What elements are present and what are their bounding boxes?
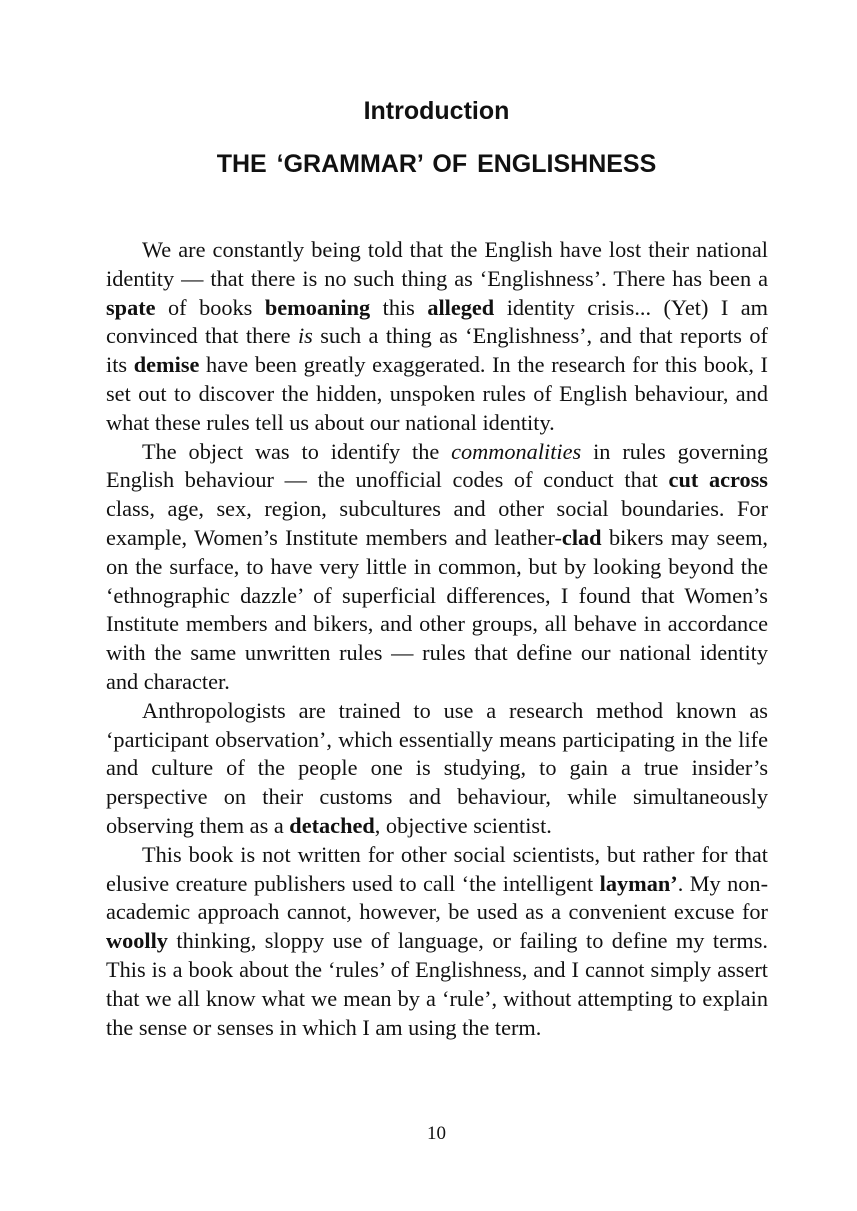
chapter-label: Introduction [363,97,510,125]
text-run: The object was to identify the [142,438,452,464]
text-run: This book is not written for other social scientists, but rather for that elusive creature publishers used to call ‘the intelligent [106,841,768,896]
paragraph-3 [106,697,768,841]
bold-term-spate: spate [106,294,156,320]
paragraph-1 [106,236,768,438]
text-run: thinking, sloppy use of language, or failing to define my terms. This is a book about the ‘rules’ of Englishness, and I cannot simply assert that we all know what we mean by a ‘rule’, without attempting to explain the sense or senses in which I am using the term. [106,928,768,1040]
text-run: of books [155,294,265,320]
bold-term-detached: detached [289,812,375,838]
text-run: Anthropologists are trained to use a research method known as ‘participant observation’, which essentially means participating in the life and culture of the people one is studying, to gain a true insider’s perspective on their customs and behaviour, while simultaneously observing them as a [106,697,768,838]
text-run: have been greatly exaggerated. In the research for this book, I set out to discover the hidden, unspoken rules of English behaviour, and what these rules tell us about our national identity. [106,352,768,435]
bold-term-woolly: woolly [106,928,168,954]
bold-term-bemoaning: bemoaning [264,294,371,320]
bold-term-demise: demise [133,352,200,378]
paragraph-2 [106,438,768,697]
text-run: bikers may seem, on the surface, to have very little in common, but by looking beyond the ‘ethnographic dazzle’ of superficial differences, I found that Women’s Institute members and bikers, and other groups, all behave in accordance with the same unwritten rules — rules that define our national identity and character. [106,524,768,694]
paragraph-4 [106,841,768,1043]
italic-term-commonalities: commonalities [451,438,582,464]
chapter-title: THE ‘GRAMMAR’ OF ENGLISHNESS [216,150,657,178]
text-run: this [370,294,428,320]
bold-term-alleged: alleged [427,294,495,320]
bold-term-clad: clad [561,524,602,550]
text-run: such a thing as ‘Englishness’, and that reports of its [106,323,768,378]
text-run: class, age, sex, region, subcultures and other social boundaries. For example, Women’s Institute members and leather- [106,496,768,550]
text-run: identity crisis... (Yet) I am convinced that there [106,294,768,349]
text-run: , objective scientist. [374,812,552,838]
bold-term-cut-across: cut across [668,467,768,493]
text-run: in rules governing English behaviour — the unofficial codes of conduct that [106,438,768,493]
text-run: We are constantly being told that the English have lost their national identity — that there is no such thing as ‘Englishness’. There has been a [106,237,768,291]
italic-term-is: is [297,323,313,349]
text-run: . My non-academic approach cannot, however, be used as a convenient excuse for [106,870,768,925]
bold-term-layman: layman’ [599,870,678,896]
page-number: 10 [427,1123,446,1144]
body-text [106,236,768,1042]
